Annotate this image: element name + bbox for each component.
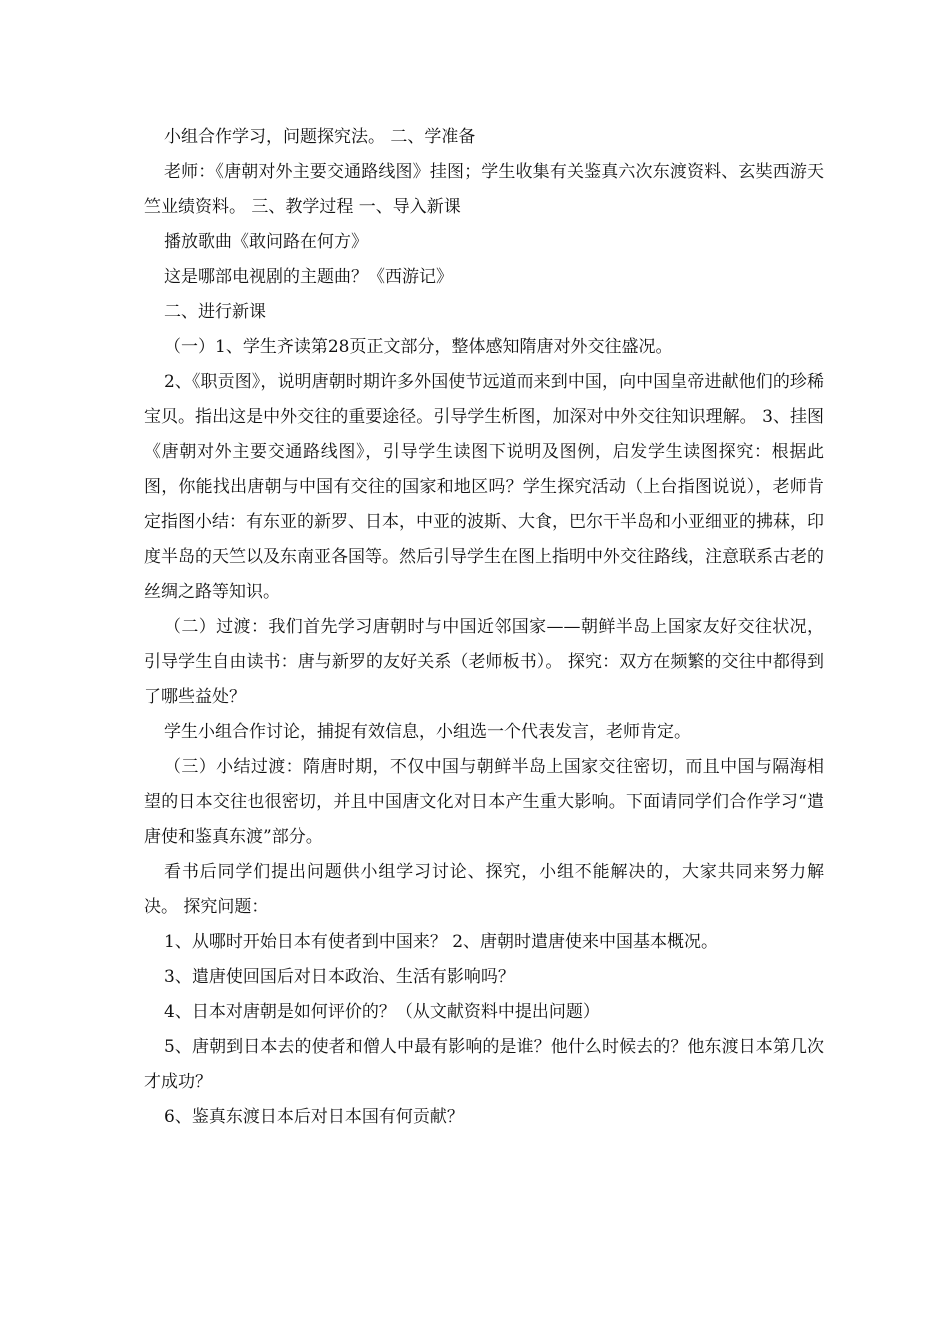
paragraph-section-three: （三）小结过渡：隋唐时期，不仅中国与朝鲜半岛上国家交往密切，而且中国与隔海相望的日本交往也很密切，并且中国唐文化对日本产生重大影响。下面请同学们合作学习“遣唐使和鉴真东渡”部分。 [144, 757, 824, 847]
paragraph-tribute-map: 2、《职贡图》，说明唐朝时期许多外国使节远道而来到中国，向中国皇帝进献他们的珍稀宝贝。指出这是中外交往的重要途径。引导学生析图，加深对中外交往知识理解。 3、挂图《唐朝对外主要交通路线图》，引导学生读图下说明及图例，启发学生读图探究：根据此图，你能找出唐朝与中国有交往的国家和地区吗？学生探究活动（上台指图说说），老师肯定指图小结：有东亚的新罗、日本，中亚的波斯、大食，巴尔干半岛和小亚细亚的拂菻，印度半岛的天竺以及东南亚各国等。然后引导学生在图上指明中外交往路线，注意联系古老的丝绸之路等知识。 [144, 372, 824, 602]
paragraph-section-one: （一）1、学生齐读第28页正文部分，整体感知隋唐对外交往盛况。 [164, 337, 673, 357]
question-item-1-2: 1、从哪时开始日本有使者到中国来？ 2、唐朝时遣唐使来中国基本概况。 [164, 932, 719, 952]
paragraph-preparation: 老师：《唐朝对外主要交通路线图》挂图；学生收集有关鉴真六次东渡资料、玄奘西游天竺业绩资料。 三、教学过程 一、导入新课 [144, 162, 824, 217]
paragraph-section-two: （二）过渡：我们首先学习唐朝时与中国近邻国家——朝鲜半岛上国家友好交往状况，引导学生自由读书：唐与新罗的友好关系（老师板书）。 探究：双方在频繁的交往中都得到了哪些益处？ [144, 617, 824, 707]
paragraph-questions-intro: 看书后同学们提出问题供小组学习讨论、探究，小组不能解决的，大家共同来努力解决。 探究问题： [144, 862, 824, 917]
question-item-3: 3、遣唐使回国后对日本政治、生活有影响吗？ [164, 967, 515, 987]
document-body [144, 120, 824, 1135]
paragraph-theme-question: 这是哪部电视剧的主题曲？《西游记》 [164, 267, 453, 287]
paragraph-play-song: 播放歌曲《敢问路在何方》 [164, 232, 368, 252]
paragraph-group-discussion: 学生小组合作讨论，捕捉有效信息，小组选一个代表发言，老师肯定。 [164, 722, 691, 742]
question-item-4: 4、日本对唐朝是如何评价的？（从文献资料中提出问题） [164, 1002, 600, 1022]
paragraph-methods: 小组合作学习，问题探究法。 二、学准备 [164, 127, 476, 147]
question-item-6: 6、鉴真东渡日本后对日本国有何贡献？ [164, 1107, 464, 1127]
question-item-5: 5、唐朝到日本去的使者和僧人中最有影响的是谁？他什么时候去的？他东渡日本第几次才成功？ [144, 1037, 824, 1092]
paragraph-new-lesson-heading: 二、进行新课 [164, 302, 266, 322]
